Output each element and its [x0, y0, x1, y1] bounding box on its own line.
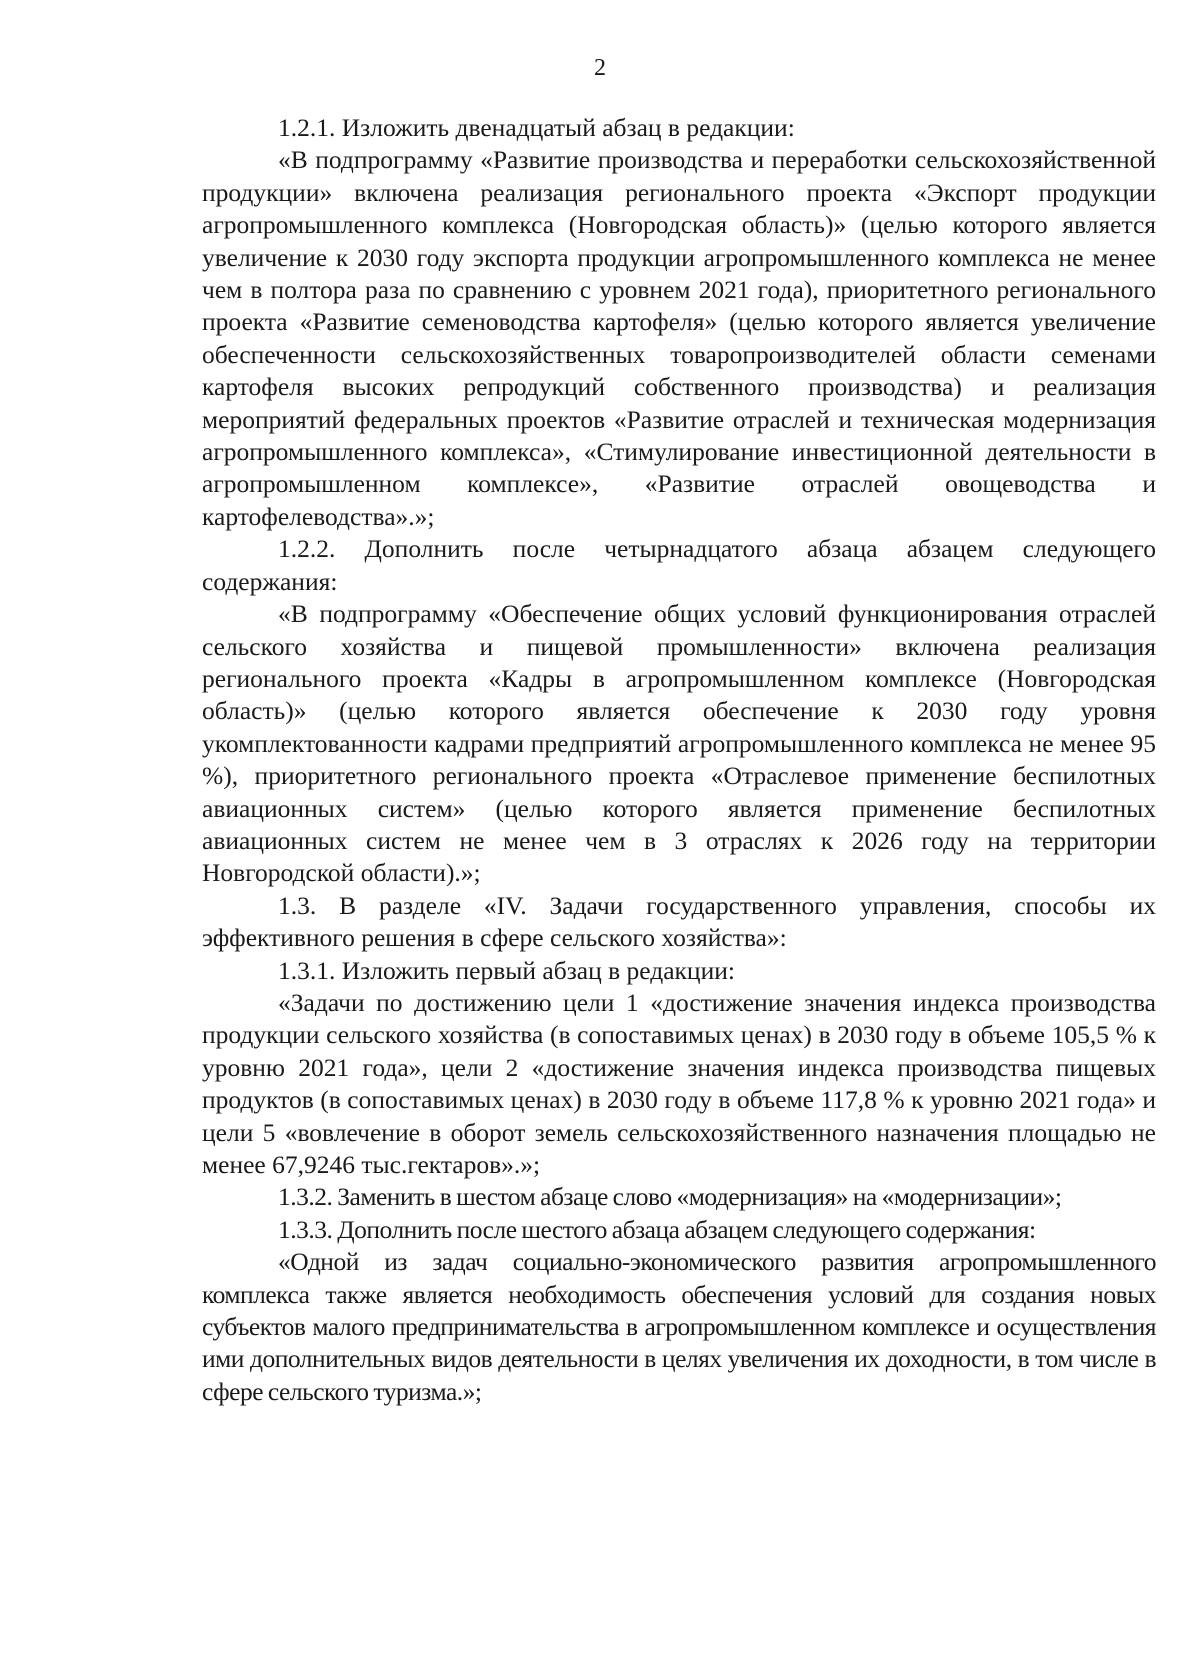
paragraph-1-2-1: 1.2.1. Изложить двенадцатый абзац в редакции: — [278, 113, 795, 142]
paragraph-quote-tourism: «Одной из задач социально-экономического развития агропромышленного комплекса также является необходимость обеспечения условий для создания новых субъектов малого предпринимательства в агропромышленном комплексе и осуществления ими дополнительных видов деятельности в целях увеличения их доходности, в том числе в сфере сельского туризма.»; — [202, 1247, 1156, 1406]
paragraph-1-3-1: 1.3.1. Изложить первый абзац в редакции: — [278, 955, 735, 985]
page-number: 2 — [594, 55, 606, 81]
paragraph-quote-personnel: «В подпрограмму «Обеспечение общих условий функционирования отраслей сельского хозяйства и пищевой промышленности» включена реализация регионального проекта «Кадры в агропромышленном комплексе (Новгородская область)» (целью которого является обеспечение к 2030 году уровня укомплектованности кадрами предприятий агропромышленного комплекса не менее 95 %), приоритетного регионального проекта «Отраслевое применение беспилотных авиационных систем» (целью которого является применение беспилотных авиационных систем не менее чем в 3 отраслях к 2026 году на территории Новгородской области).»; — [202, 599, 1156, 888]
paragraph-1-3: 1.3. В разделе «IV. Задачи государственного управления, способы их эффективного решения в сфере сельского хозяйства»: — [202, 890, 1156, 953]
document-body — [202, 112, 1156, 1408]
paragraph-quote-export: «В подпрограмму «Развитие производства и переработки сельскохозяйственной продукции» включена реализация регионального проекта «Экспорт продукции агропромышленного комплекса (Новгородская область)» (целью которого является увеличение к 2030 году экспорта продукции агропромышленного комплекса не менее чем в полтора раза по сравнению с уровнем 2021 года), приоритетного регионального проекта «Развитие семеноводства картофеля» (целью которого является увеличение обеспеченности сельскохозяйственных товаропроизводителей области семенами картофеля высоких репродукций собственного производства) и реализация мероприятий федеральных проектов «Развитие отраслей и техническая модернизация агропромышленного комплекса», «Стимулирование инвестиционной деятельности в агропромышленном комплексе», «Развитие отраслей овощеводства и картофелеводства».»; — [202, 145, 1156, 531]
paragraph-1-3-3: 1.3.3. Дополнить после шестого абзаца абзацем следующего содержания: — [278, 1214, 1036, 1244]
paragraph-1-3-2: 1.3.2. Заменить в шестом абзаце слово «модернизация» на «модернизации»; — [278, 1182, 1062, 1212]
paragraph-quote-goals: «Задачи по достижению цели 1 «достижение значения индекса производства продукции сельского хозяйства (в сопоставимых ценах) в 2030 году в объеме 105,5 % к уровню 2021 года», цели 2 «достижение значения индекса производства пищевых продуктов (в сопоставимых ценах) в 2030 году в объеме 117,8 % к уровню 2021 года» и цели 5 «вовлечение в оборот земель сельскохозяйственного назначения площадью не менее 67,9246 тыс.гектаров».»; — [202, 987, 1156, 1179]
paragraph-1-2-2: 1.2.2. Дополнить после четырнадцатого абзаца абзацем следующего содержания: — [202, 534, 1156, 596]
